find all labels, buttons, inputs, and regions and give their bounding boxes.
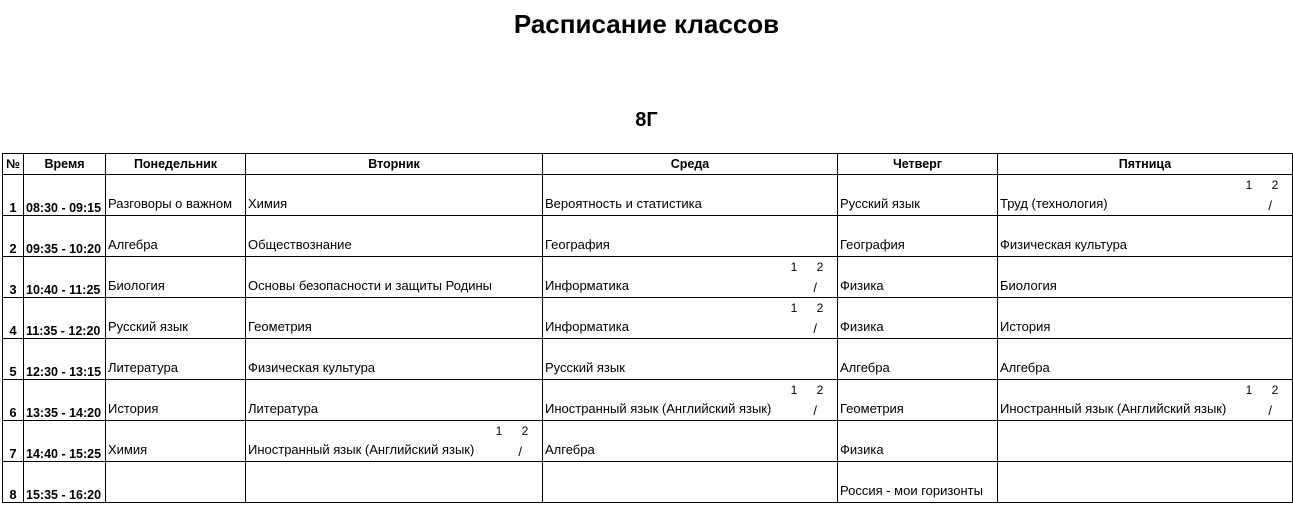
lesson-cell-thursday <box>838 462 998 503</box>
header-num: № <box>3 154 24 175</box>
subject-name: Физика <box>840 278 884 293</box>
group-number: 1 <box>790 383 798 397</box>
subject-name: Биология <box>108 278 165 293</box>
group-number: 2 <box>521 424 529 438</box>
lesson-cell-monday <box>106 421 246 462</box>
subject-name: История <box>108 401 159 416</box>
subject-name: География <box>545 237 610 252</box>
subject-name: Русский язык <box>108 319 188 334</box>
lesson-cell-friday <box>998 421 1293 462</box>
group-number: 1 <box>790 301 798 315</box>
group-numbers <box>781 260 833 274</box>
lesson-cell-tuesday <box>246 339 543 380</box>
table-row <box>3 380 1293 421</box>
group-numbers <box>1236 178 1288 192</box>
group-number: 1 <box>1245 178 1253 192</box>
lesson-cell-monday <box>106 216 246 257</box>
class-name-heading: 8Г <box>635 109 658 131</box>
subject-name: Русский язык <box>545 360 625 375</box>
lesson-time: 13:35 - 14:20 <box>24 380 106 421</box>
group-number: 2 <box>816 301 824 315</box>
subject-name: Труд (технология) <box>1000 196 1108 211</box>
group-divider: / <box>813 280 817 295</box>
subject-name: Литература <box>248 401 318 416</box>
lesson-cell-monday <box>106 339 246 380</box>
lesson-cell-wednesday <box>543 298 838 339</box>
group-divider: / <box>813 321 817 336</box>
subject-name: Информатика <box>545 278 629 293</box>
subject-name: Русский язык <box>840 196 920 211</box>
group-number: 1 <box>1245 383 1253 397</box>
group-number: 2 <box>1271 383 1279 397</box>
subject-name: Химия <box>108 442 148 457</box>
lesson-cell-tuesday <box>246 298 543 339</box>
group-divider: / <box>813 403 817 418</box>
group-divider: / <box>1268 403 1272 418</box>
header-wednesday: Среда <box>543 154 838 175</box>
table-row <box>3 339 1293 380</box>
lesson-cell-thursday <box>838 380 998 421</box>
lesson-number: 3 <box>3 257 24 298</box>
lesson-cell-thursday <box>838 298 998 339</box>
subject-name: Физика <box>840 442 884 457</box>
lesson-cell-thursday <box>838 216 998 257</box>
lesson-time: 15:35 - 16:20 <box>24 462 106 503</box>
header-tuesday: Вторник <box>246 154 543 175</box>
lesson-cell-thursday <box>838 257 998 298</box>
subject-name: Иностранный язык (Английский язык) <box>545 401 772 416</box>
lesson-cell-tuesday <box>246 380 543 421</box>
subject-name: История <box>1000 319 1051 334</box>
schedule-body <box>3 175 1293 503</box>
lesson-time: 11:35 - 12:20 <box>24 298 106 339</box>
lesson-cell-wednesday <box>543 380 838 421</box>
lesson-cell-tuesday <box>246 216 543 257</box>
lesson-number: 8 <box>3 462 24 503</box>
group-numbers <box>1236 383 1288 397</box>
lesson-cell-thursday <box>838 175 998 216</box>
lesson-time: 12:30 - 13:15 <box>24 339 106 380</box>
lesson-cell-friday <box>998 462 1293 503</box>
group-numbers <box>781 301 833 315</box>
lesson-time: 08:30 - 09:15 <box>24 175 106 216</box>
group-number: 1 <box>495 424 503 438</box>
table-row <box>3 298 1293 339</box>
lesson-cell-monday <box>106 380 246 421</box>
lesson-cell-wednesday <box>543 175 838 216</box>
lesson-cell-friday <box>998 298 1293 339</box>
lesson-time: 10:40 - 11:25 <box>24 257 106 298</box>
lesson-cell-monday <box>106 298 246 339</box>
lesson-cell-wednesday <box>543 462 838 503</box>
subject-name: Химия <box>248 196 288 211</box>
subject-name: Алгебра <box>1000 360 1050 375</box>
lesson-time: 09:35 - 10:20 <box>24 216 106 257</box>
subject-name: Геометрия <box>248 319 312 334</box>
lesson-cell-monday <box>106 257 246 298</box>
lesson-cell-thursday <box>838 339 998 380</box>
group-divider: / <box>518 444 522 459</box>
group-number: 2 <box>816 260 824 274</box>
lesson-cell-friday <box>998 216 1293 257</box>
lesson-number: 2 <box>3 216 24 257</box>
lesson-cell-friday <box>998 257 1293 298</box>
header-time: Время <box>24 154 106 175</box>
lesson-cell-monday <box>106 175 246 216</box>
page-title: Расписание классов <box>513 9 780 39</box>
lesson-time: 14:40 - 15:25 <box>24 421 106 462</box>
table-row <box>3 462 1293 503</box>
schedule-table <box>2 153 1293 503</box>
lesson-cell-tuesday <box>246 421 543 462</box>
lesson-cell-tuesday <box>246 175 543 216</box>
lesson-cell-tuesday <box>246 462 543 503</box>
header-thursday: Четверг <box>838 154 998 175</box>
subject-name: Физическая культура <box>1000 237 1128 252</box>
lesson-cell-friday <box>998 380 1293 421</box>
lesson-cell-wednesday <box>543 339 838 380</box>
lesson-cell-wednesday <box>543 216 838 257</box>
subject-name: Вероятность и статистика <box>545 196 702 211</box>
subject-name: Алгебра <box>840 360 890 375</box>
table-row <box>3 421 1293 462</box>
group-number: 2 <box>816 383 824 397</box>
lesson-number: 5 <box>3 339 24 380</box>
lesson-number: 4 <box>3 298 24 339</box>
subject-name: Основы безопасности и защиты Родины <box>248 278 493 293</box>
lesson-cell-monday <box>106 462 246 503</box>
subject-name: Россия - мои горизонты <box>840 483 983 498</box>
subject-name: Физическая культура <box>248 360 376 375</box>
lesson-cell-thursday <box>838 421 998 462</box>
group-numbers <box>781 383 833 397</box>
header-friday: Пятница <box>998 154 1293 175</box>
header-row <box>3 154 1293 175</box>
lesson-cell-wednesday <box>543 257 838 298</box>
subject-name: Литература <box>108 360 178 375</box>
table-row <box>3 175 1293 216</box>
subject-name: Разговоры о важном <box>108 196 233 211</box>
subject-name: Физика <box>840 319 884 334</box>
subject-name: Алгебра <box>545 442 595 457</box>
group-number: 2 <box>1271 178 1279 192</box>
subject-name: Геометрия <box>840 401 904 416</box>
lesson-cell-tuesday <box>246 257 543 298</box>
table-row <box>3 257 1293 298</box>
subject-name: Информатика <box>545 319 629 334</box>
lesson-number: 6 <box>3 380 24 421</box>
subject-name: Иностранный язык (Английский язык) <box>248 442 475 457</box>
subject-name: Биология <box>1000 278 1057 293</box>
subject-name: Алгебра <box>108 237 158 252</box>
lesson-cell-wednesday <box>543 421 838 462</box>
subject-name: География <box>840 237 905 252</box>
group-divider: / <box>1268 198 1272 213</box>
lesson-cell-friday <box>998 339 1293 380</box>
table-row <box>3 216 1293 257</box>
header-monday: Понедельник <box>106 154 246 175</box>
lesson-number: 1 <box>3 175 24 216</box>
group-numbers <box>486 424 538 438</box>
subject-name: Обществознание <box>248 237 352 252</box>
subject-name: Иностранный язык (Английский язык) <box>1000 401 1227 416</box>
group-number: 1 <box>790 260 798 274</box>
lesson-cell-friday <box>998 175 1293 216</box>
lesson-number: 7 <box>3 421 24 462</box>
